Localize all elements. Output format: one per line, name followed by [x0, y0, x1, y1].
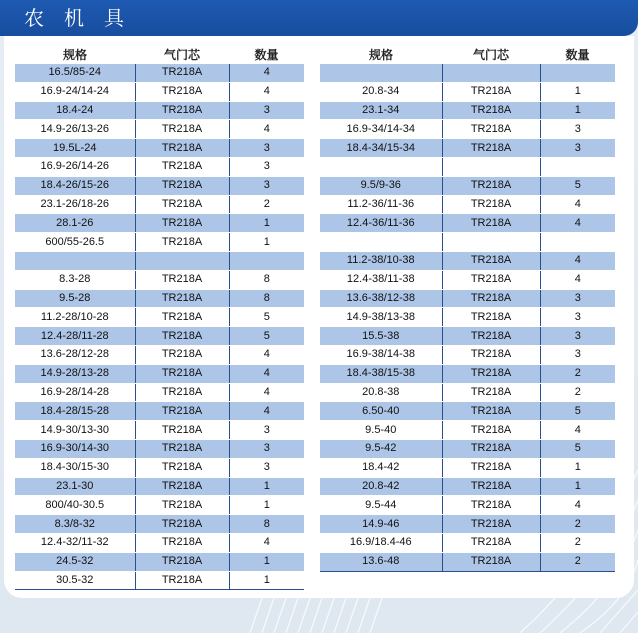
valve-cell: TR218A [442, 402, 540, 421]
qty-cell: 2 [540, 552, 615, 571]
table-row [320, 64, 615, 82]
valve-cell: TR218A [442, 364, 540, 383]
table-row [320, 233, 615, 252]
qty-cell: 3 [229, 458, 304, 477]
spec-cell [15, 251, 135, 270]
table-row [15, 251, 304, 270]
spec-cell: 20.8-38 [320, 383, 442, 402]
spec-cell: 12.4-38/11-38 [320, 270, 442, 289]
spec-cell: 12.4-32/11-32 [15, 533, 135, 552]
table-row [320, 289, 615, 308]
qty-cell: 2 [229, 195, 304, 214]
spec-cell: 13.6-38/12-38 [320, 289, 442, 308]
table-row [320, 270, 615, 289]
table-row [15, 195, 304, 214]
qty-cell: 3 [540, 120, 615, 139]
spec-cell: 18.4-26/15-26 [15, 176, 135, 195]
table-row [320, 383, 615, 402]
table-row [320, 327, 615, 346]
spec-cell: 6.50-40 [320, 402, 442, 421]
qty-cell: 3 [540, 139, 615, 158]
qty-cell: 4 [540, 496, 615, 515]
table-row [15, 327, 304, 346]
valve-cell: TR218A [442, 421, 540, 440]
spec-cell: 14.9-46 [320, 515, 442, 534]
valve-cell: TR218A [442, 289, 540, 308]
valve-cell: TR218A [135, 233, 229, 252]
valve-cell: TR218A [135, 308, 229, 327]
valve-cell: TR218A [442, 515, 540, 534]
table-row [320, 421, 615, 440]
qty-cell: 2 [540, 533, 615, 552]
qty-cell: 4 [229, 364, 304, 383]
valve-cell: TR218A [442, 82, 540, 101]
spec-cell: 9.5-40 [320, 421, 442, 440]
right-spec-table [320, 44, 615, 572]
spec-cell: 18.4-24 [15, 101, 135, 120]
table-row [320, 101, 615, 120]
table-row [320, 552, 615, 571]
valve-cell: TR218A [442, 345, 540, 364]
valve-cell: TR218A [442, 552, 540, 571]
qty-cell [540, 64, 615, 82]
table-row [15, 233, 304, 252]
spec-cell: 9.5/9-36 [320, 176, 442, 195]
table-row [15, 364, 304, 383]
table-row [320, 251, 615, 270]
valve-cell: TR218A [442, 251, 540, 270]
valve-cell: TR218A [442, 308, 540, 327]
qty-cell [540, 157, 615, 176]
table-row [320, 82, 615, 101]
qty-cell: 3 [229, 439, 304, 458]
spec-cell: 12.4-28/11-28 [15, 327, 135, 346]
table-row [15, 571, 304, 590]
table-row [15, 270, 304, 289]
table-row [15, 515, 304, 534]
spec-cell: 9.5-28 [15, 289, 135, 308]
spec-cell: 19.5L-24 [15, 139, 135, 158]
spec-cell: 16.9-38/14-38 [320, 345, 442, 364]
spec-cell: 14.9-28/13-28 [15, 364, 135, 383]
spec-cell: 11.2-36/11-36 [320, 195, 442, 214]
table-row [320, 195, 615, 214]
table-row [320, 157, 615, 176]
valve-cell: TR218A [442, 101, 540, 120]
column-header-valve: 气门芯 [472, 47, 509, 62]
valve-cell: TR218A [135, 515, 229, 534]
qty-cell: 3 [229, 139, 304, 158]
spec-cell: 23.1-34 [320, 101, 442, 120]
table-row [15, 120, 304, 139]
valve-cell: TR218A [442, 496, 540, 515]
qty-cell: 8 [229, 289, 304, 308]
valve-cell: TR218A [442, 439, 540, 458]
qty-cell: 1 [540, 82, 615, 101]
qty-cell: 2 [540, 515, 615, 534]
table-row [320, 120, 615, 139]
valve-cell: TR218A [135, 421, 229, 440]
spec-cell: 8.3/8-32 [15, 515, 135, 534]
spec-cell [320, 233, 442, 252]
table-row [320, 402, 615, 421]
qty-cell: 5 [229, 327, 304, 346]
qty-cell: 1 [229, 233, 304, 252]
spec-cell: 14.9-26/13-26 [15, 120, 135, 139]
spec-cell: 16.9/18.4-46 [320, 533, 442, 552]
valve-cell: TR218A [442, 477, 540, 496]
left-spec-table [15, 44, 304, 590]
spec-cell: 13.6-28/12-28 [15, 345, 135, 364]
table-row [320, 308, 615, 327]
table-row [320, 515, 615, 534]
spec-cell: 20.8-42 [320, 477, 442, 496]
spec-cell: 9.5-42 [320, 439, 442, 458]
spec-cell: 18.4-28/15-28 [15, 402, 135, 421]
table-row [320, 139, 615, 158]
qty-cell: 1 [229, 496, 304, 515]
spec-cell: 14.9-30/13-30 [15, 421, 135, 440]
spec-cell: 800/40-30.5 [15, 496, 135, 515]
valve-cell [135, 251, 229, 270]
qty-cell: 1 [540, 101, 615, 120]
qty-cell: 1 [540, 477, 615, 496]
valve-cell: TR218A [135, 496, 229, 515]
table-header-row [15, 44, 304, 64]
qty-cell: 1 [229, 552, 304, 571]
valve-cell: TR218A [135, 195, 229, 214]
valve-cell: TR218A [135, 120, 229, 139]
table-header-row [320, 44, 615, 64]
table-row [15, 308, 304, 327]
spec-cell: 28.1-26 [15, 214, 135, 233]
spec-cell: 16.9-28/14-28 [15, 383, 135, 402]
column-header-spec: 规格 [368, 47, 393, 62]
header-bar [0, 0, 638, 36]
qty-cell: 4 [229, 64, 304, 82]
valve-cell: TR218A [135, 345, 229, 364]
qty-cell: 1 [229, 214, 304, 233]
spec-cell [320, 157, 442, 176]
qty-cell: 4 [229, 345, 304, 364]
spec-cell: 20.8-34 [320, 82, 442, 101]
spec-cell: 16.5/85-24 [15, 64, 135, 82]
table-row [15, 214, 304, 233]
qty-cell: 1 [229, 571, 304, 590]
valve-cell: TR218A [135, 571, 229, 590]
spec-cell: 14.9-38/13-38 [320, 308, 442, 327]
qty-cell: 3 [540, 345, 615, 364]
valve-cell: TR218A [135, 157, 229, 176]
table-row [15, 421, 304, 440]
table-row [320, 496, 615, 515]
valve-cell [442, 64, 540, 82]
valve-cell: TR218A [135, 364, 229, 383]
spec-cell: 12.4-36/11-36 [320, 214, 442, 233]
table-row [320, 458, 615, 477]
table-row [320, 364, 615, 383]
table-row [320, 477, 615, 496]
table-row [15, 533, 304, 552]
table-row [15, 496, 304, 515]
table-row [15, 439, 304, 458]
column-header-qty: 数量 [254, 47, 279, 62]
qty-cell: 2 [540, 383, 615, 402]
spec-cell: 600/55-26.5 [15, 233, 135, 252]
page-title: 农机具 [24, 6, 144, 30]
valve-cell: TR218A [442, 458, 540, 477]
table-row [320, 176, 615, 195]
table-row [15, 383, 304, 402]
table-row [15, 64, 304, 82]
qty-cell: 3 [229, 101, 304, 120]
qty-cell: 4 [229, 82, 304, 101]
qty-cell: 3 [540, 289, 615, 308]
spec-cell: 18.4-42 [320, 458, 442, 477]
spec-cell: 16.9-26/14-26 [15, 157, 135, 176]
valve-cell: TR218A [135, 383, 229, 402]
table-row [15, 477, 304, 496]
valve-cell: TR218A [442, 383, 540, 402]
valve-cell: TR218A [442, 120, 540, 139]
qty-cell [229, 251, 304, 270]
spec-cell: 23.1-30 [15, 477, 135, 496]
qty-cell: 3 [540, 308, 615, 327]
spec-cell: 18.4-30/15-30 [15, 458, 135, 477]
qty-cell: 5 [540, 402, 615, 421]
qty-cell: 1 [540, 458, 615, 477]
valve-cell: TR218A [442, 195, 540, 214]
spec-cell: 16.9-30/14-30 [15, 439, 135, 458]
valve-cell [442, 233, 540, 252]
qty-cell: 8 [229, 515, 304, 534]
valve-cell: TR218A [135, 402, 229, 421]
spec-cell: 24.5-32 [15, 552, 135, 571]
valve-cell [442, 157, 540, 176]
table-row [15, 176, 304, 195]
valve-cell: TR218A [135, 101, 229, 120]
table-row [320, 345, 615, 364]
qty-cell: 3 [229, 176, 304, 195]
spec-cell: 11.2-28/10-28 [15, 308, 135, 327]
qty-cell: 3 [540, 327, 615, 346]
table-row [15, 345, 304, 364]
valve-cell: TR218A [135, 289, 229, 308]
qty-cell: 4 [229, 120, 304, 139]
qty-cell: 3 [229, 157, 304, 176]
valve-cell: TR218A [442, 533, 540, 552]
valve-cell: TR218A [135, 176, 229, 195]
valve-cell: TR218A [135, 533, 229, 552]
table-row [15, 552, 304, 571]
qty-cell [540, 233, 615, 252]
spec-cell: 18.4-38/15-38 [320, 364, 442, 383]
qty-cell: 4 [540, 214, 615, 233]
table-row [15, 82, 304, 101]
spec-cell: 13.6-48 [320, 552, 442, 571]
spec-cell: 23.1-26/18-26 [15, 195, 135, 214]
qty-cell: 4 [540, 251, 615, 270]
qty-cell: 8 [229, 270, 304, 289]
spec-cell: 11.2-38/10-38 [320, 251, 442, 270]
column-header-spec: 规格 [62, 47, 87, 62]
valve-cell: TR218A [135, 327, 229, 346]
column-header-qty: 数量 [565, 47, 590, 62]
valve-cell: TR218A [135, 439, 229, 458]
table-row [15, 139, 304, 158]
valve-cell: TR218A [135, 64, 229, 82]
table-row [320, 533, 615, 552]
valve-cell: TR218A [135, 458, 229, 477]
qty-cell: 4 [540, 270, 615, 289]
table-row [320, 214, 615, 233]
table-row [15, 402, 304, 421]
qty-cell: 4 [229, 402, 304, 421]
qty-cell: 4 [229, 533, 304, 552]
table-row [15, 289, 304, 308]
spec-cell: 30.5-32 [15, 571, 135, 590]
table-row [15, 157, 304, 176]
spec-cell: 8.3-28 [15, 270, 135, 289]
qty-cell: 4 [540, 421, 615, 440]
spec-cell: 9.5-44 [320, 496, 442, 515]
table-row [320, 439, 615, 458]
qty-cell: 5 [540, 176, 615, 195]
column-header-valve: 气门芯 [163, 47, 200, 62]
table-row [15, 458, 304, 477]
table-row [15, 101, 304, 120]
valve-cell: TR218A [135, 214, 229, 233]
spec-cell: 18.4-34/15-34 [320, 139, 442, 158]
qty-cell: 4 [540, 195, 615, 214]
spec-cell [320, 64, 442, 82]
qty-cell: 1 [229, 477, 304, 496]
spec-cell: 16.9-34/14-34 [320, 120, 442, 139]
valve-cell: TR218A [135, 82, 229, 101]
qty-cell: 5 [540, 439, 615, 458]
qty-cell: 4 [229, 383, 304, 402]
valve-cell: TR218A [442, 139, 540, 158]
valve-cell: TR218A [135, 477, 229, 496]
valve-cell: TR218A [135, 270, 229, 289]
valve-cell: TR218A [135, 552, 229, 571]
spec-cell: 15.5-38 [320, 327, 442, 346]
valve-cell: TR218A [442, 214, 540, 233]
valve-cell: TR218A [442, 327, 540, 346]
valve-cell: TR218A [442, 176, 540, 195]
qty-cell: 3 [229, 421, 304, 440]
qty-cell: 5 [229, 308, 304, 327]
valve-cell: TR218A [442, 270, 540, 289]
qty-cell: 2 [540, 364, 615, 383]
spec-cell: 16.9-24/14-24 [15, 82, 135, 101]
valve-cell: TR218A [135, 139, 229, 158]
